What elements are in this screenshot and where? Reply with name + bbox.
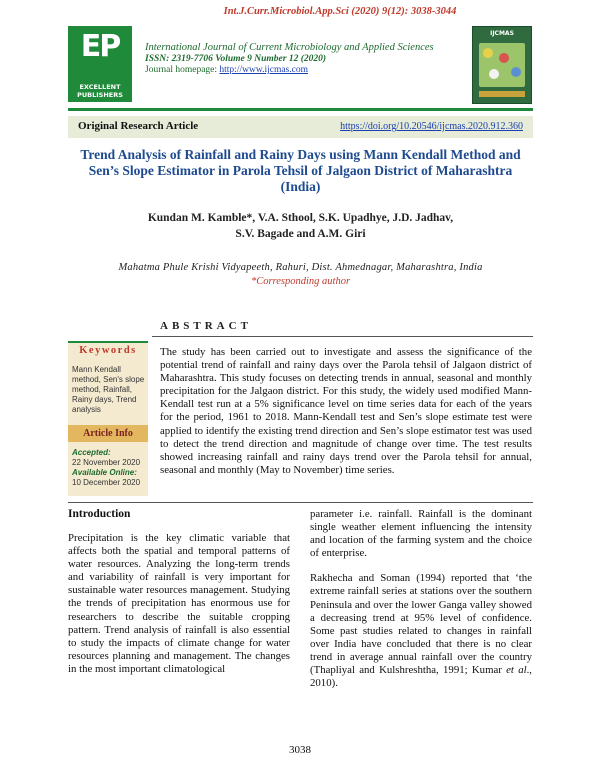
article-type-bar (68, 116, 533, 138)
publisher-logo (68, 26, 132, 102)
cover-bar (479, 91, 525, 97)
et-al-text: et al (506, 664, 527, 677)
affiliation: Mahatma Phule Krishi Vidyapeeth, Rahuri, Dist. Ahmednagar, Maharashtra, India (118, 262, 483, 273)
keywords-list: Mann Kendall method, Sen's slope method, Rainfall, Rainy days, Trend analysis (72, 365, 145, 414)
online-date: 10 December 2020 (72, 478, 141, 487)
body-paragraph-1: parameter i.e. rainfall. Rainfall is the dominant single weather element influencing the intensity and location of the farming system and the choice of enterprise. (310, 508, 532, 560)
body-column-right (310, 508, 532, 690)
article-info-heading: Article Info (68, 425, 148, 442)
publisher-logo-text: EXCELLENT PUBLISHERS (77, 83, 123, 99)
keywords-heading: Keywords (68, 341, 148, 357)
body-paragraph-2-end: ., 2010). (310, 664, 533, 690)
journal-homepage (145, 65, 455, 75)
homepage-link[interactable]: http://www.ijcmas.com (219, 65, 308, 75)
cover-illustration (479, 43, 525, 87)
journal-title: International Journal of Current Microbiology and Applied Sciences (145, 42, 434, 53)
authors-line-2: S.V. Bagade and A.M. Giri (235, 228, 366, 240)
abstract-divider (152, 336, 533, 337)
abstract-bottom-divider (68, 502, 533, 503)
publisher-logo-letters: EP (80, 29, 120, 64)
journal-cover-image (472, 26, 532, 104)
introduction-paragraph: Precipitation is the key climatic variable that affects both the spatial and temporal patterns of water resources. Analyzing the long-term trends and variability of rainfall is very important for sustainable water resources management. Studying the trends of precipitation has enormous use for researchers to describe the suitable cropping pattern. Trend analysis of rainfall is also essential to study the impacts of climate change for water resources planning and management. The changes in the most important climatological (68, 532, 290, 675)
homepage-label: Journal homepage: (145, 65, 220, 75)
running-head: Int.J.Curr.Microbiol.App.Sci (2020) 9(12): 3038-3044 (223, 6, 457, 17)
doi-link[interactable]: https://doi.org/10.20546/ijcmas.2020.912.360 (340, 121, 523, 132)
online-label: Available Online: (72, 468, 137, 477)
article-type: Original Research Article (78, 120, 199, 132)
page-number: 3038 (289, 744, 311, 756)
header-divider (68, 108, 533, 111)
cover-title: IJCMAS (490, 30, 514, 37)
body-paragraph-2-text: Rakhecha and Soman (1994) reported that ‘the extreme rainfall series at stations over the southern Peninsula and over the lower Ganga valley showed a decreasing trend at 95% level of confidence. Some past studies related to changes in rainfall over India have concluded that there is no clear trend in average annual rainfall over the country (Thapliyal and Kulshreshtha, 1991; Kumar (310, 572, 532, 677)
journal-info (145, 42, 455, 75)
authors-line-1: Kundan M. Kamble*, V.A. Sthool, S.K. Upadhye, J.D. Jadhav, (147, 212, 454, 224)
article-title: Trend Analysis of Rainfall and Rainy Days using Mann Kendall Method and Sen’s Slope Estimator in Parola Tehsil of Jalgaon District of Maharashtra (India) (80, 147, 521, 194)
body-column-left (68, 508, 290, 676)
article-dates (72, 448, 148, 488)
abstract-text: The study has been carried out to investigate and assess the significance of the potential trend of rainfall and rainy days over the Parola tehsil of Jalgaon district of Maharashtra. This study focuses on detecting trends in annual, seasonal and monthly precipitation for the Jalgaon district. For this study, the widely used modified Mann- Kendall test run at a 5% significance level on time series data for each of the years for the period, 1961 to 2018. Mann-Kendall test and Sen’s slope estimate test were applied to identify the existing trend direction and Sen’s slope estimator test was used to detect the trend direction and magnitude of change over time. The test results showed increasing rainfall and rainy days trend over the Parola tehsil for annual, seasonal and monthly (May to November) time series. (160, 346, 532, 476)
abstract-heading: ABSTRACT (160, 320, 252, 332)
corresponding-author-note: *Corresponding author (250, 276, 351, 287)
article-sidebar (68, 341, 148, 496)
introduction-heading: Introduction (68, 508, 131, 520)
journal-issn: ISSN: 2319-7706 Volume 9 Number 12 (2020) (145, 54, 327, 64)
author-list (68, 210, 533, 242)
accepted-date: 22 November 2020 (72, 458, 141, 467)
accepted-label: Accepted: (72, 448, 111, 457)
body-paragraph-2 (310, 572, 532, 690)
